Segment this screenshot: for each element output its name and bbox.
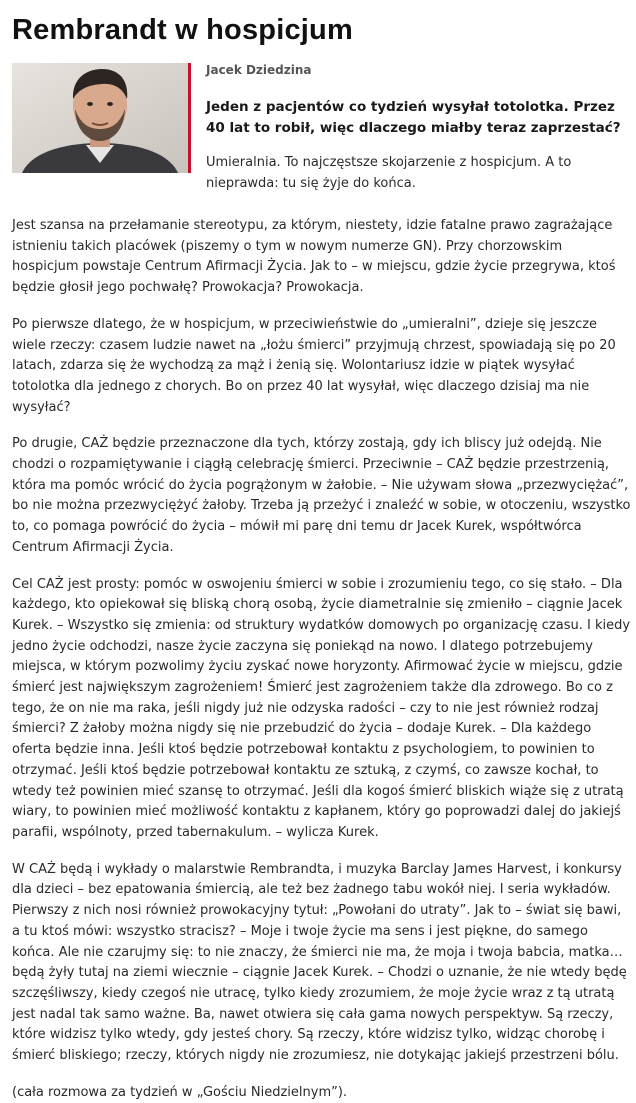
article-paragraph: W CAŻ będą i wykłady o malarstwie Rembrandta, i muzyka Barclay James Harvest, i konkursy dla dzieci – bez epatowania śmiercią, ale też bez żadnego tabu wokół niej. I seria wykładów. Pierwszy z nich nosi również prowokacyjny tytuł: „Powołani do utraty”. Jak to – świat się bawi, a tu ktoś mówi: wszystko stracisz? – Moje i twoje życie ma sens i jest piękne, do samego końca. Ale nie czarujmy się: to nie znaczy, że śmierci nie ma, że moja i twoja babcia, matka… będą żyły tutaj na ziemi wiecznie – ciągnie Jacek Kurek. – Chodzi o uznanie, że nie wtedy będę szczęśliwszy, kiedy czegoś nie utracę, tylko kiedy zrozumiem, że moje życie wraz z tą utratą jest nadal tak samo ważne. Ba, nawet otwiera się cała gama nowych perspektyw. Są rzeczy, które widzisz tylko wtedy, gdy jesteś chory. Są rzeczy, które widzisz tylko, widząc chorobę i śmierć bliskiego; rzeczy, których nigdy nie zrozumiesz, nie dotykając jakiejś przestrzeni bólu.: [12, 861, 627, 1064]
article-intro: Umieralnia. To najczęstsze skojarzenie z hospicjum. A to nieprawda: tu się żyje do końca.: [206, 155, 572, 191]
article-paragraph: Cel CAŻ jest prosty: pomóc w oswojeniu śmierci w sobie i zrozumieniu tego, co się stało. – Dla każdego, kto opiekował się bliską chorą osobą, życie diametralnie się zmieniło – ciągnie Jacek Kurek. – Wszystko się zmienia: od struktury wydatków domowych po organizację czasu. I kiedy jedno życie odchodzi, nasze życie zaczyna się poniekąd na nowo. I dlatego potrzebujemy miejsca, w którym pozwolimy życiu zyskać nowe horyzonty. Afirmować życie w miejscu, gdzie śmierć jest największym zagrożeniem! Śmierć jest zagrożeniem także dla zdrowego. Bo co z tego, że on nie ma raka, jeśli nigdy już nie odzyska radości – czy to nie jest również rodzaj śmierci? Z żałoby można nigdy się nie przebudzić do życia – dodaje Kurek. – Dla każdego oferta będzie inna. Jeśli ktoś będzie potrzebował kontaktu z psychologiem, to powinien to otrzymać. Jeśli ktoś będzie potrzebował kontaktu ze sztuką, z czymś, co zawsze kochał, to wtedy też powinien mieć szansę to otrzymać. Jeśli dla kogoś śmierć bliskich wiąże się z utratą wiary, to powinien mieć możliwość kontaktu z kapłanem, który go poprowadzi dalej do jakiejś parafii, wspólnoty, przed tabernakulum. – wylicza Kurek.: [12, 576, 631, 840]
article-header: [12, 63, 632, 201]
article-footer-note: (cała rozmowa za tydzień w „Gościu Niedzielnym”).: [12, 1084, 348, 1100]
photo-accent-bar: [188, 63, 191, 173]
article-paragraph: Po drugie, CAŻ będzie przeznaczone dla tych, którzy zostają, gdy ich bliscy już odejdą. Nie chodzi o rozpamiętywanie i ciągłą celebrację śmierci. Przeciwnie – CAŻ będzie przestrzenią, która ma pomóc wrócić do życia pogrążonym w żałobie. – Nie używam słowa „przezwyciężać”, bo nie można przezwyciężyć żałoby. Trzeba ją przeżyć i znaleźć w sobie, w otoczeniu, wszystko to, co pomaga powrócić do życia – mówił mi parę dni temu dr Jacek Kurek, współtwórca Centrum Afirmacji Życia.: [12, 436, 631, 555]
article-title: Rembrandt w hospicjum: [12, 14, 353, 46]
author-name: Jacek Dziedzina: [206, 63, 312, 77]
article-body: [12, 216, 632, 1103]
article-paragraph: Po pierwsze dlatego, że w hospicjum, w przeciwieństwie do „umieralni”, dzieje się jeszcze wiele rzeczy: czasem ludzie nawet na „łożu śmierci” przyjmują chrzest, spowiadają się po 20 latach, zdarza się że wychodzą za mąż i żenią się. Wolontariusz idzie w piątek wysyłać totolotka dla jednego z chorych. Bo on przez 40 lat wysyłał, więc dlaczego dzisiaj ma nie wysyłać?: [12, 316, 616, 415]
article-lead: Jeden z pacjentów co tydzień wysyłał totolotka. Przez 40 lat to robił, więc dlaczego miałby teraz zaprzestać?: [206, 99, 621, 136]
article-paragraph: Jest szansa na przełamanie stereotypu, za którym, niestety, idzie fatalne prawo zagrażające istnieniu takich placówek (piszemy o tym w nowym numerze GN). Przy chorzowskim hospicjum powstaje Centrum Afirmacji Życia. Jak to – w miejscu, gdzie życie przegrywa, ktoś będzie głosił jego pochwałę? Prowokacja? Prowokacja.: [12, 218, 616, 296]
author-photo: [12, 63, 188, 173]
